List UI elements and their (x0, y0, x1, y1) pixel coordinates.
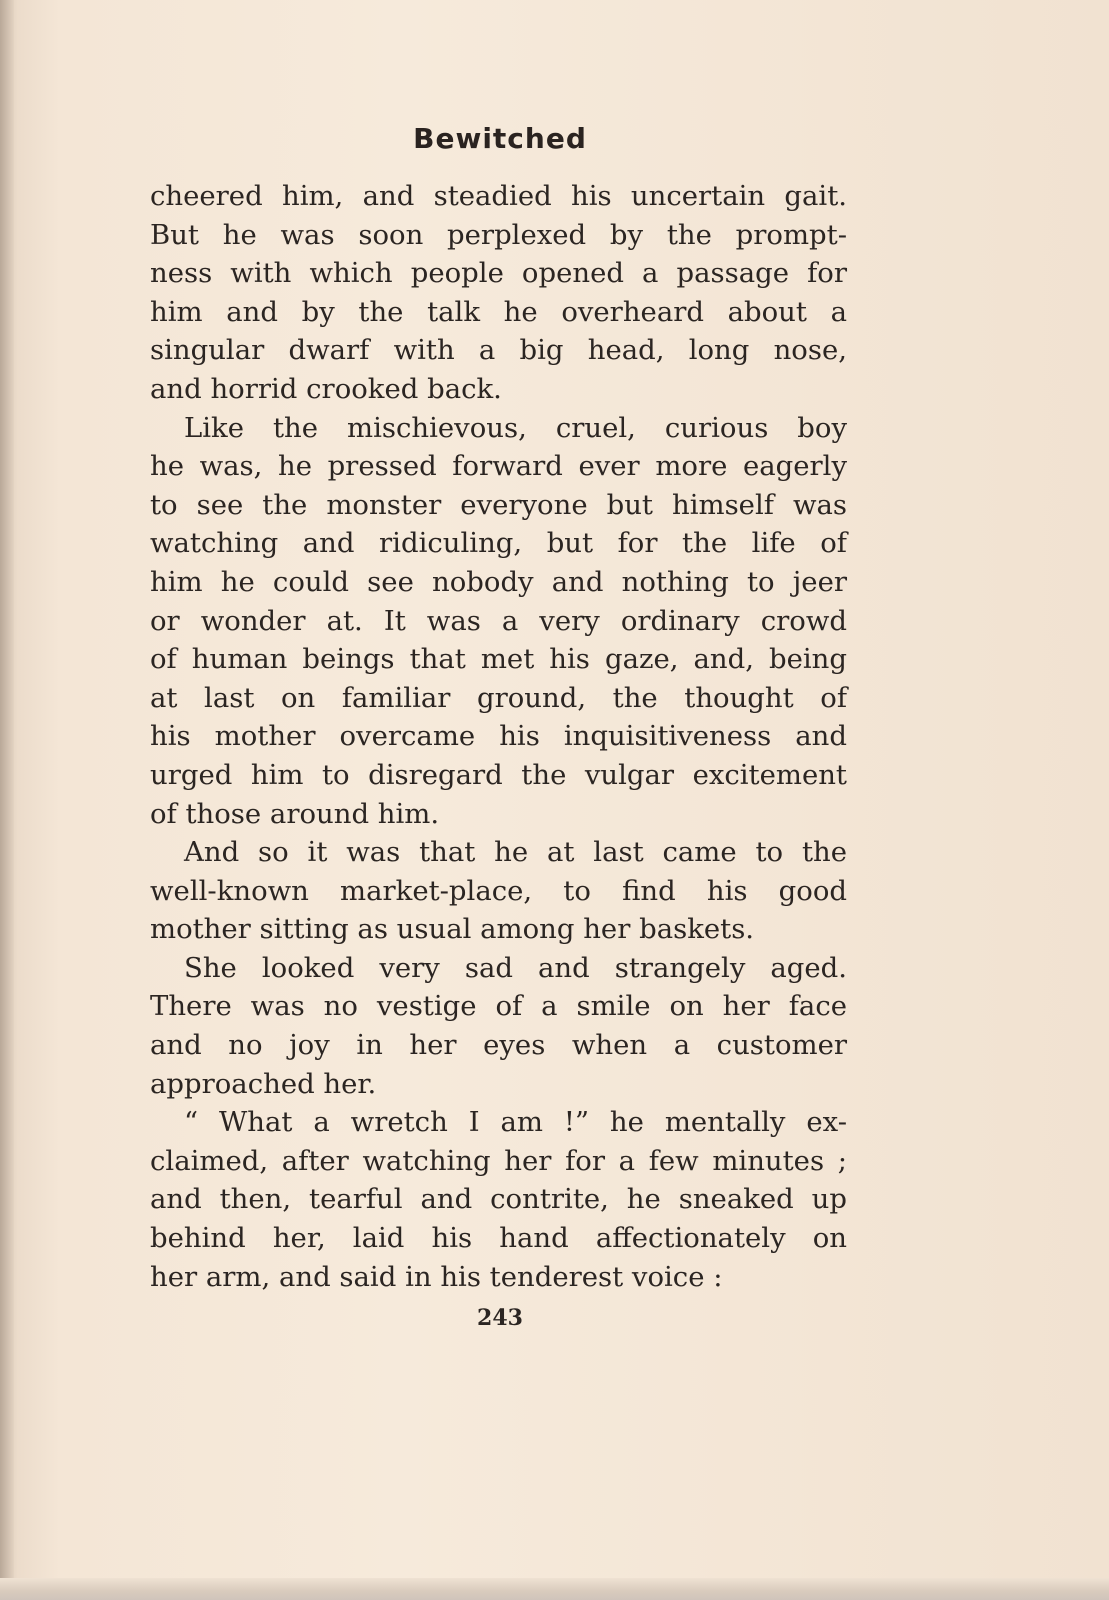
text-line: his mother overcame his inquisitiveness and (150, 720, 847, 753)
text-line: and then, tearful and contrite, he sneaked up (150, 1183, 847, 1216)
page-bottom-edge (0, 1578, 1109, 1600)
text-line: There was no vestige of a smile on her face (150, 990, 847, 1023)
text-line: But he was soon perplexed by the prompt- (150, 218, 847, 251)
text-line: behind her, laid his hand affectionately on (150, 1222, 847, 1255)
text-line: watching and ridiculing, but for the life of (150, 527, 847, 560)
text-line: of those around him. (150, 797, 440, 830)
text-line: well-known market-place, to find his good (150, 874, 847, 907)
body-text (150, 177, 847, 1296)
text-line: her arm, and said in his tenderest voice : (150, 1260, 723, 1293)
text-line: ness with which people opened a passage for (150, 257, 847, 290)
text-line: mother sitting as usual among her baskets. (150, 913, 755, 946)
text-line: approached her. (150, 1067, 377, 1100)
text-line: and no joy in her eyes when a customer (150, 1029, 847, 1062)
text-line: and horrid crooked back. (150, 372, 502, 405)
text-line: Like the mischievous, cruel, curious boy (184, 411, 847, 444)
paragraph (150, 409, 847, 834)
text-line: of human beings that met his gaze, and, being (150, 643, 847, 676)
gutter-shadow (0, 0, 14, 1600)
text-line: And so it was that he at last came to the (184, 836, 847, 869)
text-line: claimed, after watching her for a few minutes ; (150, 1144, 847, 1177)
text-line: “ What a wretch I am !” he mentally ex- (184, 1106, 847, 1139)
text-line: or wonder at. It was a very ordinary crowd (150, 604, 847, 637)
text-line: him and by the talk he overheard about a (150, 295, 847, 328)
paragraph (150, 1103, 847, 1296)
running-head: Bewitched (413, 122, 587, 155)
paragraph (150, 949, 847, 1103)
text-line: him he could see nobody and nothing to jeer (150, 565, 847, 598)
paragraph (150, 177, 847, 409)
text-line: to see the monster everyone but himself was (150, 488, 847, 521)
text-line: urged him to disregard the vulgar excitement (150, 758, 847, 791)
text-line: he was, he pressed forward ever more eagerly (150, 450, 847, 483)
paragraph (150, 833, 847, 949)
text-line: singular dwarf with a big head, long nose, (150, 334, 847, 367)
text-line: at last on familiar ground, the thought of (150, 681, 847, 714)
text-line: She looked very sad and strangely aged. (184, 951, 847, 984)
text-line: cheered him, and steadied his uncertain gait. (150, 180, 847, 212)
page-number: 243 (477, 1305, 523, 1331)
